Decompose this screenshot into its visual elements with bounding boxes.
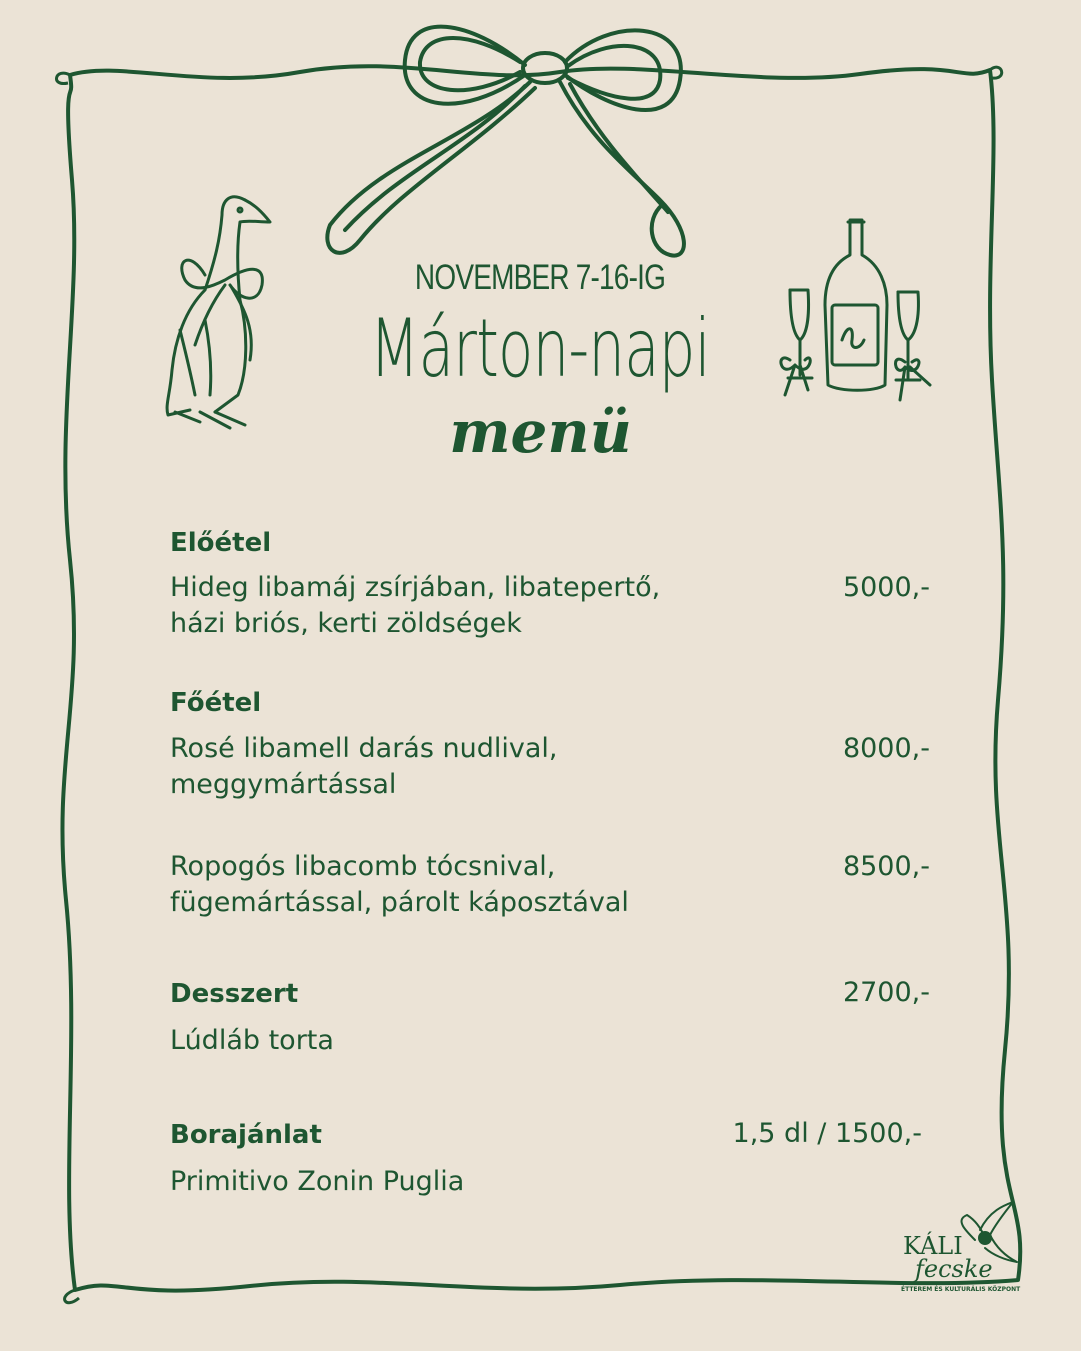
wine-price: 1,5 dl / 1500,- bbox=[732, 1118, 922, 1149]
menu-item: Lúdláb torta bbox=[170, 1025, 334, 1056]
brand-tagline: ÉTTEREM ÉS KULTURÁLIS KÖZPONT bbox=[901, 1286, 1021, 1293]
menu-item-price: 8000,- bbox=[842, 733, 930, 764]
brand-name-line2: fecske bbox=[915, 1255, 993, 1283]
section-title-main: Főétel bbox=[170, 688, 262, 718]
event-dates: NOVEMBER 7-16-IG bbox=[414, 258, 666, 297]
menu-item: Ropogós libacomb tócsnival, fügemártással, párolt káposztával bbox=[170, 851, 629, 918]
menu-item-price: 8500,- bbox=[842, 851, 930, 882]
brand-logo bbox=[895, 1200, 1025, 1300]
section-title-starter: Előétel bbox=[170, 528, 272, 558]
page-subtitle: menü bbox=[449, 398, 632, 466]
menu-item: Rosé libamell darás nudlival, meggymártással bbox=[170, 733, 558, 800]
section-title-dessert: Desszert bbox=[170, 979, 299, 1009]
dessert-price: 2700,- bbox=[842, 977, 930, 1008]
brand-name-line1: KÁLI bbox=[903, 1232, 963, 1260]
menu-item-price: 5000,- bbox=[842, 572, 930, 603]
page-title: Márton-napi bbox=[369, 302, 710, 395]
section-title-wine: Borajánlat bbox=[170, 1120, 322, 1150]
menu-item: Hideg libamáj zsírjában, libatepertő, házi briós, kerti zöldségek bbox=[170, 572, 661, 639]
menu-item: Primitivo Zonin Puglia bbox=[170, 1166, 465, 1197]
